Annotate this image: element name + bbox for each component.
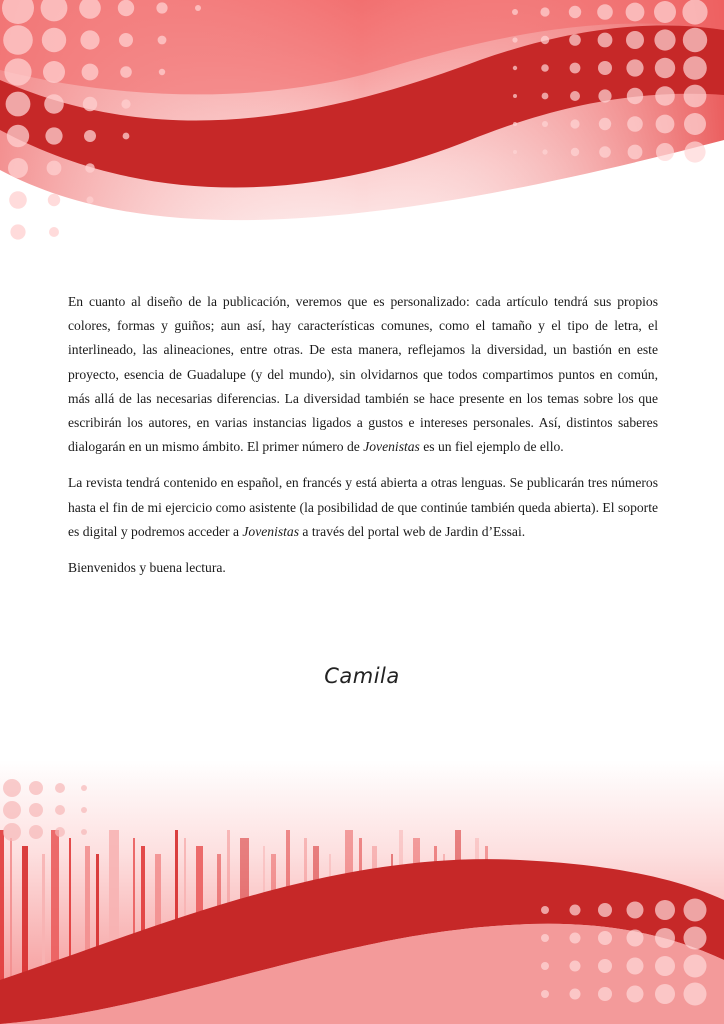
decorative-dot bbox=[599, 118, 611, 130]
decorative-dot bbox=[81, 829, 87, 835]
decorative-dot bbox=[655, 58, 675, 78]
decorative-dot bbox=[513, 122, 517, 126]
decorative-dot bbox=[55, 827, 65, 837]
magazine-title: Jovenistas bbox=[242, 523, 300, 539]
decorative-dot bbox=[512, 37, 517, 42]
decorative-dot bbox=[684, 113, 706, 135]
decorative-dot bbox=[598, 931, 612, 945]
decorative-dot bbox=[48, 194, 60, 206]
decorative-dot bbox=[684, 141, 705, 162]
decorative-dot bbox=[4, 58, 31, 85]
decorative-dot bbox=[655, 86, 675, 106]
decorative-dot bbox=[570, 119, 579, 128]
decorative-dot bbox=[626, 3, 645, 22]
decorative-dot bbox=[44, 94, 64, 114]
decorative-dot bbox=[541, 934, 549, 942]
top-decoration bbox=[0, 0, 724, 300]
decorative-dot bbox=[570, 905, 581, 916]
paragraph-text: En cuanto al diseño de la publicación, veremos que es personalizado: cada artículo tendrá sus propios colores, formas y guiños; aun así, hay características comunes, como el tamaño y el tipo de letra, el interlineado, las alineaciones, entre otras. De esta manera, reflejamos la diversidad, un bastión en este proyecto, esencia de Guadalupe (y del mundo), sin olvidarnos que todos compartimos puntos en común, más allá de las necesarias diferencias. La diversidad también se hace presente en los temas sobre los que escribirán los autores, en varias instancias ligados a gustos e intereses personales. Así, distintos saberes dialogarán en un mismo ámbito. El primer número de bbox=[68, 294, 658, 455]
decorative-dot bbox=[3, 801, 21, 819]
decorative-dot bbox=[541, 906, 549, 914]
decorative-dot bbox=[195, 5, 201, 11]
article-body bbox=[68, 290, 658, 592]
decorative-dot bbox=[570, 933, 581, 944]
decorative-dot bbox=[84, 130, 96, 142]
decorative-dot bbox=[82, 64, 99, 81]
decorative-dot bbox=[627, 958, 644, 975]
magazine-title: Jovenistas bbox=[363, 439, 420, 455]
decorative-dot bbox=[683, 28, 707, 52]
decorative-dot bbox=[598, 89, 611, 102]
decorative-dot bbox=[49, 227, 59, 237]
decorative-dot bbox=[599, 146, 611, 158]
decorative-dot bbox=[6, 92, 31, 117]
decorative-dot bbox=[682, 0, 707, 25]
decorative-dot bbox=[86, 196, 93, 203]
decorative-dot bbox=[683, 56, 707, 80]
decorative-dot bbox=[627, 930, 644, 947]
decorative-dot bbox=[10, 224, 25, 239]
decorative-dot bbox=[45, 127, 62, 144]
decorative-dot bbox=[542, 121, 548, 127]
decorative-dot bbox=[119, 33, 133, 47]
decorative-dot bbox=[120, 66, 132, 78]
decorative-dot bbox=[656, 143, 674, 161]
decorative-dot bbox=[684, 927, 707, 950]
decorative-dot bbox=[570, 961, 581, 972]
decorative-dot bbox=[42, 28, 66, 52]
paragraph-text: Bienvenidos y buena lectura. bbox=[68, 560, 226, 576]
decorative-dot bbox=[43, 61, 65, 83]
decorative-dot bbox=[655, 984, 675, 1004]
signature: Camila bbox=[324, 664, 400, 688]
decorative-dot bbox=[569, 34, 581, 46]
decorative-dot bbox=[29, 781, 43, 795]
decorative-dot bbox=[684, 983, 707, 1006]
paragraph-welcome bbox=[68, 556, 658, 580]
decorative-dot bbox=[118, 0, 134, 16]
decorative-dot bbox=[655, 928, 675, 948]
decorative-dot bbox=[542, 149, 547, 154]
decorative-dot bbox=[513, 66, 517, 70]
decorative-dot bbox=[8, 158, 28, 178]
paragraph-text: La revista tendrá contenido en español, en francés y está abierta a otras lenguas. Se publicarán tres números hasta el fin de mi ejercicio como asistente (la posibilidad de que continúe también queda abierta). El soporte es digital y podremos acceder a bbox=[68, 475, 658, 539]
paragraph-text: es un fiel ejemplo de ello. bbox=[419, 439, 564, 455]
decorative-dot bbox=[684, 85, 707, 108]
decorative-dot bbox=[598, 33, 613, 48]
decorative-dot bbox=[3, 25, 33, 55]
decorative-dot bbox=[121, 99, 130, 108]
decorative-dot bbox=[81, 785, 87, 791]
decorative-dot bbox=[598, 959, 612, 973]
decorative-dot bbox=[598, 903, 612, 917]
decorative-dot bbox=[85, 163, 95, 173]
decorative-dot bbox=[570, 91, 580, 101]
decorative-dot bbox=[655, 900, 675, 920]
decorative-dot bbox=[47, 161, 62, 176]
paragraph-text: a través del portal web de Jardin d’Essai. bbox=[299, 523, 526, 539]
decorative-dot bbox=[627, 116, 643, 132]
decorative-dot bbox=[541, 962, 549, 970]
decorative-dot bbox=[654, 29, 675, 50]
decorative-dot bbox=[684, 955, 707, 978]
decorative-dot bbox=[656, 115, 675, 134]
decorative-dot bbox=[627, 88, 643, 104]
decorative-dot bbox=[7, 125, 29, 147]
decorative-dot bbox=[83, 97, 97, 111]
decorative-dot bbox=[626, 59, 643, 76]
decorative-dot bbox=[541, 64, 549, 72]
decorative-dot bbox=[626, 31, 644, 49]
decorative-dot bbox=[542, 93, 549, 100]
decorative-dot bbox=[80, 30, 99, 49]
decorative-dot bbox=[81, 807, 87, 813]
decorative-dot bbox=[3, 779, 21, 797]
decorative-dot bbox=[598, 61, 612, 75]
decorative-dot bbox=[597, 4, 613, 20]
decorative-dot bbox=[571, 148, 579, 156]
decorative-dot bbox=[3, 823, 21, 841]
decorative-dot bbox=[156, 2, 167, 13]
decorative-dot bbox=[513, 150, 517, 154]
paragraph-languages bbox=[68, 471, 658, 544]
decorative-dot bbox=[627, 902, 644, 919]
decorative-dot bbox=[655, 956, 675, 976]
paragraph-design bbox=[68, 290, 658, 459]
decorative-dot bbox=[29, 825, 43, 839]
decorative-dot bbox=[9, 191, 27, 209]
decorative-dot bbox=[123, 133, 130, 140]
decorative-dot bbox=[159, 69, 165, 75]
decorative-dot bbox=[541, 990, 549, 998]
decorative-dot bbox=[540, 7, 549, 16]
decorative-dot bbox=[512, 9, 518, 15]
decorative-dot bbox=[628, 145, 643, 160]
decorative-dot bbox=[570, 989, 581, 1000]
decorative-dot bbox=[158, 36, 167, 45]
decorative-dot bbox=[513, 94, 517, 98]
bottom-decoration bbox=[0, 760, 724, 1024]
decorative-dot bbox=[55, 783, 65, 793]
decorative-dot bbox=[654, 1, 676, 23]
decorative-dot bbox=[684, 899, 707, 922]
decorative-dot bbox=[627, 986, 644, 1003]
decorative-dot bbox=[570, 63, 581, 74]
decorative-dot bbox=[598, 987, 612, 1001]
decorative-dot bbox=[29, 803, 43, 817]
decorative-dot bbox=[569, 6, 581, 18]
decorative-dot bbox=[541, 36, 549, 44]
decorative-dot bbox=[55, 805, 65, 815]
